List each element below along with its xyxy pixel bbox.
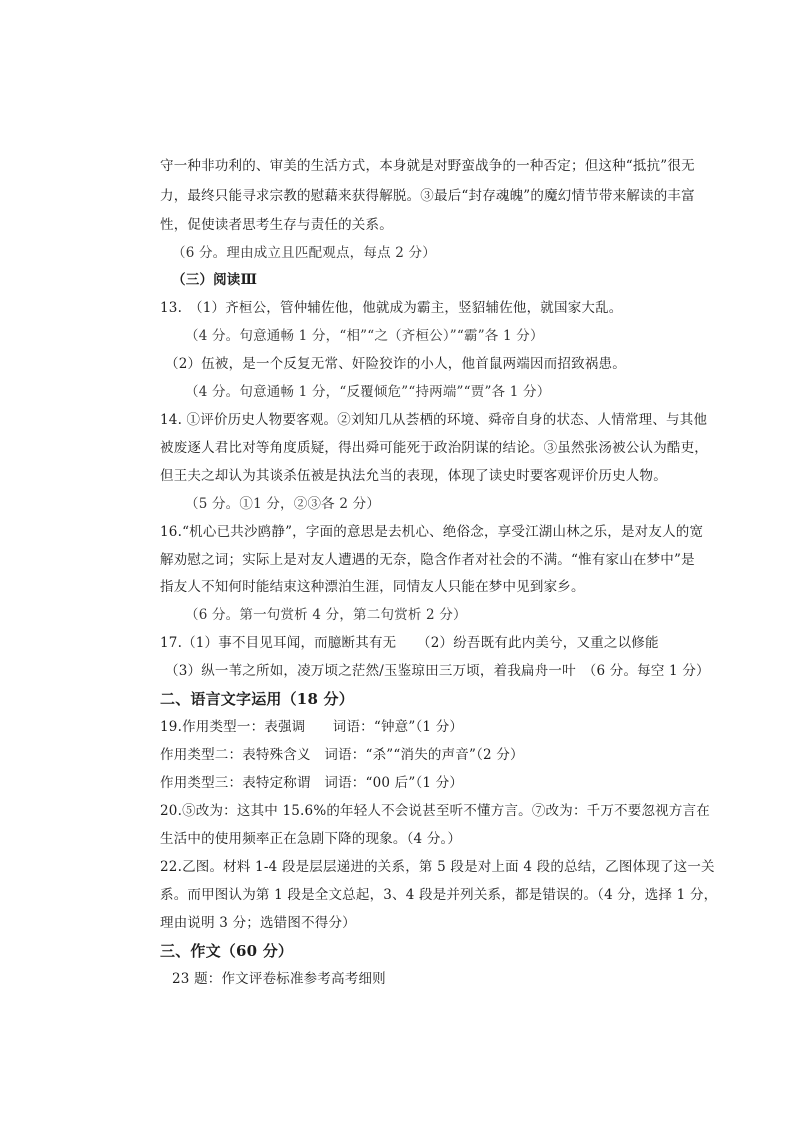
text-line-3: 性，促使读者思考生存与责任的关系。 (160, 217, 393, 233)
question-22-line-2: 系。而甲图认为第 1 段是全文总起，3、4 段是并列关系，都是错误的。（4 分，选择 1 分， (160, 887, 718, 903)
question-14-line-2: 被废逐人君比对等角度质疑，得出舜可能死于政治阴谋的结论。③虽然张汤被公认为酷吏， (160, 440, 708, 456)
text-line-2: 力，最终只能寻求宗教的慰藉来获得解脱。③最后“封存魂魄”的魔幻情节带来解读的丰富 (160, 188, 695, 204)
question-17-line-2: （3）纵一苇之所如，凌万顷之茫然/玉鉴琼田三万顷，着我扁舟一叶 （6 分。每空 1 分） (165, 663, 710, 679)
section-heading-language-use: 二、语言文字运用（18 分） (160, 690, 354, 708)
question-20-line-2: 生活中的使用频率正在急剧下降的现象。（4 分。） (160, 831, 462, 847)
question-22-line-1: 22.乙图。材料 1-4 段是层层递进的关系，第 5 段是对上面 4 段的总结，乙图体现了这一关 (160, 859, 715, 875)
question-16-line-2: 解劝慰之词；实际上是对友人遭遇的无奈，隐含作者对社会的不满。“惟有家山在梦中”是 (160, 552, 695, 568)
question-16-line-3: 指友人不知何时能结束这种漂泊生涯，同情友人只能在梦中见到家乡。 (160, 579, 585, 595)
question-19-line-3: 作用类型三：表特定称谓 词语：“00 后”（1 分） (160, 775, 464, 791)
question-22-line-3: 理由说明 3 分；选错图不得分） (160, 915, 356, 931)
question-14-line-1: 14. ①评价历史人物要客观。②刘知几从荟栖的环境、舜帝自身的状态、人情常理、与其他 (160, 412, 708, 428)
section-heading-reading-3: （三）阅读Ⅲ (172, 272, 258, 288)
text-line-1: 守一种非功利的、审美的生活方式，本身就是对野蛮战争的一种否定；但这种“抵抗”很无 (160, 158, 695, 174)
score-note-essay: （6 分。理由成立且匹配观点，每点 2 分） (172, 245, 436, 261)
question-23-line: 23 题：作文评卷标准参考高考细则 (172, 971, 386, 987)
question-13-part-1: 13. （1）齐桓公，管仲辅佐他，他就成为霸主，竖貂辅佐他，就国家大乱。 (160, 300, 623, 316)
question-16-line-1: 16.“机心已共沙鸥静”，字面的意思是去机心、绝俗念，享受江湖山林之乐，是对友人的宽 (160, 524, 704, 540)
question-19-line-1: 19.作用类型一：表强调 词语：“钟意”（1 分） (160, 719, 464, 735)
question-17-line-1: 17.（1）事不目见耳闻，而臆断其有无 （2）纷吾既有此内美兮，又重之以修能 (160, 635, 659, 651)
question-20-line-1: 20.⑤改为：这其中 15.6%的年轻人不会说甚至听不懂方言。⑦改为：千万不要忽视方言在 (160, 803, 710, 819)
score-note-14: （5 分。①1 分，②③各 2 分） (185, 496, 381, 512)
section-heading-composition: 三、作文（60 分） (160, 942, 294, 960)
question-19-line-2: 作用类型二：表特殊含义 词语：“杀”“消失的声音”（2 分） (160, 747, 524, 763)
question-13-part-2: （2）伍被，是一个反复无常、奸险狡诈的小人，他首鼠两端因而招致祸患。 (165, 356, 626, 372)
score-note-16: （6 分。第一句赏析 4 分，第二句赏析 2 分） (185, 607, 467, 623)
score-note-13-1: （4 分。句意通畅 1 分，“相”“之（齐桓公）”“霸”各 1 分） (185, 328, 544, 344)
score-note-13-2: （4 分。句意通畅 1 分，“反覆倾危”“持两端”“贾”各 1 分） (185, 384, 551, 400)
question-14-line-3: 但王夫之却认为其谈杀伍被是执法允当的表现，体现了读史时要客观评价历史人物。 (160, 468, 667, 484)
